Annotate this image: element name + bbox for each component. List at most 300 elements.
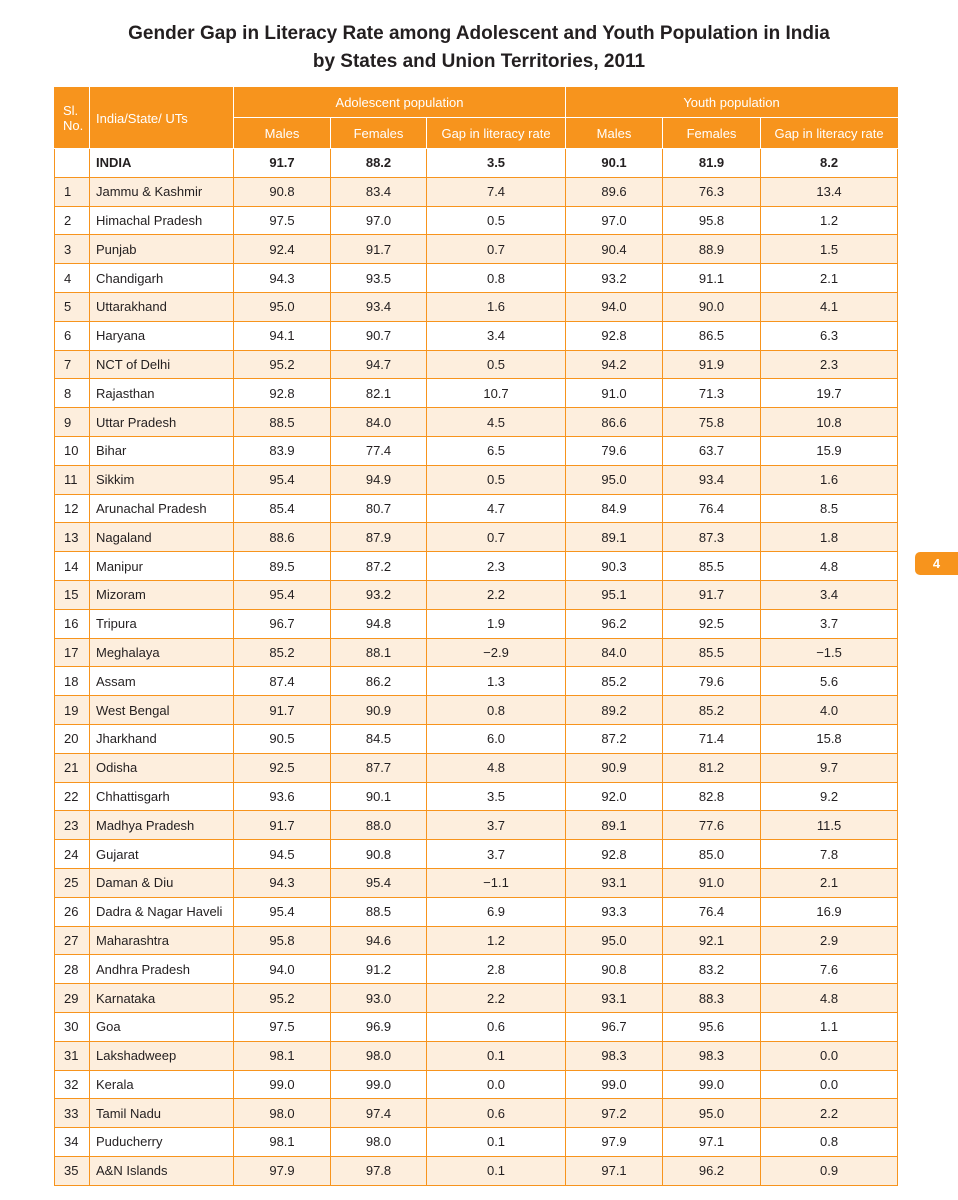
cell-youth-gap: −1.5 — [761, 638, 898, 667]
cell-name: Daman & Diu — [90, 868, 234, 897]
cell-adolescent-females: 88.2 — [331, 149, 427, 178]
cell-youth-gap: 0.0 — [761, 1041, 898, 1070]
cell-sl: 26 — [55, 897, 90, 926]
cell-adolescent-females: 77.4 — [331, 436, 427, 465]
cell-adolescent-females: 91.2 — [331, 955, 427, 984]
table-row — [55, 321, 898, 350]
cell-adolescent-females: 98.0 — [331, 1041, 427, 1070]
cell-adolescent-gap: 0.5 — [427, 350, 566, 379]
cell-youth-males: 86.6 — [566, 408, 663, 437]
header-adolescent-group: Adolescent population — [234, 88, 566, 118]
cell-sl: 8 — [55, 379, 90, 408]
table-row — [55, 1070, 898, 1099]
cell-adolescent-females: 87.2 — [331, 552, 427, 581]
cell-youth-gap: 8.2 — [761, 149, 898, 178]
cell-adolescent-males: 94.3 — [234, 868, 331, 897]
cell-sl: 4 — [55, 264, 90, 293]
cell-adolescent-males: 91.7 — [234, 696, 331, 725]
cell-youth-females: 83.2 — [663, 955, 761, 984]
cell-adolescent-gap: 1.3 — [427, 667, 566, 696]
cell-name: Karnataka — [90, 984, 234, 1013]
cell-adolescent-males: 90.8 — [234, 177, 331, 206]
cell-youth-males: 93.2 — [566, 264, 663, 293]
cell-adolescent-females: 90.1 — [331, 782, 427, 811]
page-title — [0, 20, 958, 76]
header-adolescent-females: Females — [331, 118, 427, 149]
cell-sl: 34 — [55, 1128, 90, 1157]
cell-adolescent-gap: 0.5 — [427, 206, 566, 235]
cell-youth-females: 99.0 — [663, 1070, 761, 1099]
cell-adolescent-males: 98.1 — [234, 1041, 331, 1070]
cell-youth-females: 91.7 — [663, 580, 761, 609]
cell-youth-gap: 4.0 — [761, 696, 898, 725]
cell-name: Manipur — [90, 552, 234, 581]
cell-youth-females: 95.0 — [663, 1099, 761, 1128]
cell-youth-gap: 1.8 — [761, 523, 898, 552]
cell-adolescent-females: 94.7 — [331, 350, 427, 379]
table-row — [55, 206, 898, 235]
cell-sl: 18 — [55, 667, 90, 696]
table-row — [55, 955, 898, 984]
cell-adolescent-males: 95.4 — [234, 465, 331, 494]
cell-name: Sikkim — [90, 465, 234, 494]
cell-youth-males: 79.6 — [566, 436, 663, 465]
cell-youth-gap: 2.9 — [761, 926, 898, 955]
cell-adolescent-gap: 0.1 — [427, 1156, 566, 1185]
cell-sl: 20 — [55, 724, 90, 753]
cell-youth-females: 79.6 — [663, 667, 761, 696]
cell-youth-males: 95.1 — [566, 580, 663, 609]
cell-youth-males: 93.3 — [566, 897, 663, 926]
table-row — [55, 724, 898, 753]
cell-adolescent-males: 90.5 — [234, 724, 331, 753]
cell-adolescent-males: 95.4 — [234, 580, 331, 609]
table-row — [55, 494, 898, 523]
cell-youth-females: 71.3 — [663, 379, 761, 408]
cell-adolescent-males: 93.6 — [234, 782, 331, 811]
cell-adolescent-females: 84.0 — [331, 408, 427, 437]
cell-adolescent-females: 90.8 — [331, 840, 427, 869]
header-adolescent-gap: Gap in literacy rate — [427, 118, 566, 149]
cell-youth-males: 89.1 — [566, 811, 663, 840]
table-row — [55, 897, 898, 926]
cell-youth-gap: 2.1 — [761, 264, 898, 293]
title-line-2: by States and Union Territories, 2011 — [312, 51, 646, 72]
cell-adolescent-females: 94.9 — [331, 465, 427, 494]
cell-adolescent-gap: 0.6 — [427, 1012, 566, 1041]
cell-sl: 2 — [55, 206, 90, 235]
cell-youth-females: 82.8 — [663, 782, 761, 811]
cell-youth-females: 77.6 — [663, 811, 761, 840]
cell-sl: 3 — [55, 235, 90, 264]
cell-youth-females: 97.1 — [663, 1128, 761, 1157]
cell-name: NCT of Delhi — [90, 350, 234, 379]
cell-adolescent-gap: 1.9 — [427, 609, 566, 638]
cell-youth-gap: 1.5 — [761, 235, 898, 264]
cell-sl: 11 — [55, 465, 90, 494]
cell-name: Jharkhand — [90, 724, 234, 753]
table-row — [55, 753, 898, 782]
cell-name: Puducherry — [90, 1128, 234, 1157]
header-sl-no: Sl. No. — [55, 88, 90, 149]
cell-youth-females: 86.5 — [663, 321, 761, 350]
cell-youth-gap: 15.9 — [761, 436, 898, 465]
cell-adolescent-females: 93.4 — [331, 292, 427, 321]
cell-youth-gap: 3.7 — [761, 609, 898, 638]
header-state: India/State/ UTs — [90, 88, 234, 149]
cell-adolescent-gap: 3.7 — [427, 840, 566, 869]
cell-youth-males: 90.1 — [566, 149, 663, 178]
cell-youth-females: 92.5 — [663, 609, 761, 638]
cell-youth-females: 90.0 — [663, 292, 761, 321]
cell-youth-gap: 13.4 — [761, 177, 898, 206]
cell-sl: 35 — [55, 1156, 90, 1185]
cell-adolescent-gap: 2.2 — [427, 580, 566, 609]
cell-adolescent-females: 87.7 — [331, 753, 427, 782]
cell-adolescent-gap: 3.5 — [427, 149, 566, 178]
cell-adolescent-gap: 0.7 — [427, 523, 566, 552]
table-row-india — [55, 149, 898, 178]
cell-youth-females: 95.8 — [663, 206, 761, 235]
cell-adolescent-gap: −2.9 — [427, 638, 566, 667]
cell-adolescent-females: 90.9 — [331, 696, 427, 725]
table-row — [55, 1128, 898, 1157]
cell-name: Jammu & Kashmir — [90, 177, 234, 206]
cell-sl: 28 — [55, 955, 90, 984]
cell-youth-females: 76.3 — [663, 177, 761, 206]
cell-adolescent-males: 95.4 — [234, 897, 331, 926]
cell-sl: 12 — [55, 494, 90, 523]
cell-name: Lakshadweep — [90, 1041, 234, 1070]
cell-sl: 17 — [55, 638, 90, 667]
table-row — [55, 436, 898, 465]
cell-youth-females: 75.8 — [663, 408, 761, 437]
cell-sl: 14 — [55, 552, 90, 581]
cell-adolescent-gap: 1.6 — [427, 292, 566, 321]
cell-adolescent-males: 97.5 — [234, 206, 331, 235]
cell-adolescent-females: 97.8 — [331, 1156, 427, 1185]
cell-youth-gap: 0.8 — [761, 1128, 898, 1157]
cell-youth-gap: 5.6 — [761, 667, 898, 696]
cell-name: Odisha — [90, 753, 234, 782]
cell-youth-females: 88.9 — [663, 235, 761, 264]
cell-adolescent-males: 97.5 — [234, 1012, 331, 1041]
cell-adolescent-males: 88.6 — [234, 523, 331, 552]
cell-adolescent-males: 94.5 — [234, 840, 331, 869]
cell-adolescent-males: 95.8 — [234, 926, 331, 955]
cell-adolescent-gap: 10.7 — [427, 379, 566, 408]
cell-youth-males: 94.2 — [566, 350, 663, 379]
cell-youth-males: 89.6 — [566, 177, 663, 206]
cell-adolescent-females: 88.5 — [331, 897, 427, 926]
cell-adolescent-gap: 0.1 — [427, 1041, 566, 1070]
table-row — [55, 984, 898, 1013]
cell-youth-males: 90.8 — [566, 955, 663, 984]
cell-adolescent-gap: 0.6 — [427, 1099, 566, 1128]
cell-youth-males: 89.2 — [566, 696, 663, 725]
cell-youth-males: 87.2 — [566, 724, 663, 753]
cell-sl: 9 — [55, 408, 90, 437]
cell-name: Nagaland — [90, 523, 234, 552]
cell-youth-gap: 4.8 — [761, 984, 898, 1013]
cell-youth-females: 96.2 — [663, 1156, 761, 1185]
cell-adolescent-gap: 0.1 — [427, 1128, 566, 1157]
cell-adolescent-females: 99.0 — [331, 1070, 427, 1099]
cell-name: Punjab — [90, 235, 234, 264]
cell-youth-males: 97.2 — [566, 1099, 663, 1128]
cell-youth-females: 95.6 — [663, 1012, 761, 1041]
table-row — [55, 1099, 898, 1128]
table-row — [55, 465, 898, 494]
header-youth-gap: Gap in literacy rate — [761, 118, 898, 149]
cell-youth-gap: 2.2 — [761, 1099, 898, 1128]
cell-sl: 33 — [55, 1099, 90, 1128]
cell-adolescent-females: 96.9 — [331, 1012, 427, 1041]
cell-adolescent-males: 92.5 — [234, 753, 331, 782]
cell-adolescent-males: 98.1 — [234, 1128, 331, 1157]
cell-youth-females: 85.5 — [663, 552, 761, 581]
cell-adolescent-males: 83.9 — [234, 436, 331, 465]
cell-name: Madhya Pradesh — [90, 811, 234, 840]
cell-sl: 15 — [55, 580, 90, 609]
cell-name: Haryana — [90, 321, 234, 350]
cell-sl: 19 — [55, 696, 90, 725]
cell-adolescent-males: 91.7 — [234, 149, 331, 178]
cell-youth-females: 88.3 — [663, 984, 761, 1013]
cell-adolescent-males: 94.0 — [234, 955, 331, 984]
cell-youth-males: 84.9 — [566, 494, 663, 523]
cell-adolescent-males: 95.2 — [234, 350, 331, 379]
cell-adolescent-males: 91.7 — [234, 811, 331, 840]
cell-youth-gap: 3.4 — [761, 580, 898, 609]
cell-youth-females: 91.9 — [663, 350, 761, 379]
cell-adolescent-males: 88.5 — [234, 408, 331, 437]
cell-adolescent-females: 91.7 — [331, 235, 427, 264]
cell-sl — [55, 149, 90, 178]
cell-adolescent-males: 85.2 — [234, 638, 331, 667]
cell-youth-females: 93.4 — [663, 465, 761, 494]
cell-name: Bihar — [90, 436, 234, 465]
table-header — [55, 88, 898, 149]
cell-youth-gap: 15.8 — [761, 724, 898, 753]
cell-adolescent-females: 93.0 — [331, 984, 427, 1013]
cell-sl: 16 — [55, 609, 90, 638]
cell-youth-females: 91.0 — [663, 868, 761, 897]
cell-youth-males: 95.0 — [566, 465, 663, 494]
cell-youth-gap: 11.5 — [761, 811, 898, 840]
cell-adolescent-males: 95.0 — [234, 292, 331, 321]
cell-adolescent-gap: 2.8 — [427, 955, 566, 984]
cell-youth-gap: 6.3 — [761, 321, 898, 350]
cell-adolescent-gap: 7.4 — [427, 177, 566, 206]
cell-adolescent-gap: 3.7 — [427, 811, 566, 840]
cell-youth-males: 90.3 — [566, 552, 663, 581]
cell-sl: 1 — [55, 177, 90, 206]
cell-adolescent-gap: −1.1 — [427, 868, 566, 897]
cell-adolescent-gap: 6.9 — [427, 897, 566, 926]
cell-youth-gap: 1.6 — [761, 465, 898, 494]
cell-youth-males: 93.1 — [566, 984, 663, 1013]
table-row — [55, 609, 898, 638]
cell-youth-males: 92.0 — [566, 782, 663, 811]
table-row — [55, 926, 898, 955]
cell-youth-females: 76.4 — [663, 494, 761, 523]
cell-youth-gap: 10.8 — [761, 408, 898, 437]
header-youth-group: Youth population — [566, 88, 898, 118]
cell-name: West Bengal — [90, 696, 234, 725]
cell-adolescent-gap: 1.2 — [427, 926, 566, 955]
cell-adolescent-gap: 4.5 — [427, 408, 566, 437]
cell-youth-males: 96.7 — [566, 1012, 663, 1041]
title-line-1: Gender Gap in Literacy Rate among Adolescent and Youth Population in India — [128, 23, 830, 44]
cell-adolescent-gap: 0.8 — [427, 264, 566, 293]
page-number-tab: 4 — [915, 552, 958, 575]
cell-adolescent-males: 95.2 — [234, 984, 331, 1013]
cell-adolescent-males: 85.4 — [234, 494, 331, 523]
cell-sl: 6 — [55, 321, 90, 350]
table-row — [55, 379, 898, 408]
cell-adolescent-males: 96.7 — [234, 609, 331, 638]
cell-name: Uttar Pradesh — [90, 408, 234, 437]
cell-name: Maharashtra — [90, 926, 234, 955]
table-row — [55, 580, 898, 609]
table-row — [55, 1012, 898, 1041]
cell-youth-gap: 1.1 — [761, 1012, 898, 1041]
cell-sl: 30 — [55, 1012, 90, 1041]
cell-youth-males: 92.8 — [566, 321, 663, 350]
table-row — [55, 696, 898, 725]
cell-sl: 22 — [55, 782, 90, 811]
table-row — [55, 552, 898, 581]
cell-adolescent-females: 88.1 — [331, 638, 427, 667]
cell-adolescent-males: 87.4 — [234, 667, 331, 696]
cell-youth-gap: 2.1 — [761, 868, 898, 897]
cell-adolescent-gap: 4.8 — [427, 753, 566, 782]
cell-name: Assam — [90, 667, 234, 696]
cell-youth-gap: 0.0 — [761, 1070, 898, 1099]
cell-adolescent-gap: 0.7 — [427, 235, 566, 264]
cell-youth-gap: 7.6 — [761, 955, 898, 984]
cell-youth-males: 94.0 — [566, 292, 663, 321]
cell-adolescent-females: 84.5 — [331, 724, 427, 753]
cell-youth-males: 96.2 — [566, 609, 663, 638]
cell-name: Chandigarh — [90, 264, 234, 293]
cell-youth-gap: 7.8 — [761, 840, 898, 869]
cell-adolescent-females: 88.0 — [331, 811, 427, 840]
literacy-gap-table — [54, 87, 898, 1186]
table-row — [55, 811, 898, 840]
cell-adolescent-females: 82.1 — [331, 379, 427, 408]
cell-adolescent-males: 97.9 — [234, 1156, 331, 1185]
cell-youth-gap: 1.2 — [761, 206, 898, 235]
cell-youth-females: 87.3 — [663, 523, 761, 552]
cell-youth-gap: 9.2 — [761, 782, 898, 811]
cell-sl: 10 — [55, 436, 90, 465]
table-row — [55, 177, 898, 206]
table-row — [55, 350, 898, 379]
cell-youth-females: 91.1 — [663, 264, 761, 293]
cell-name: Tripura — [90, 609, 234, 638]
cell-adolescent-females: 90.7 — [331, 321, 427, 350]
cell-name: Gujarat — [90, 840, 234, 869]
cell-youth-males: 91.0 — [566, 379, 663, 408]
cell-adolescent-males: 99.0 — [234, 1070, 331, 1099]
cell-youth-gap: 16.9 — [761, 897, 898, 926]
cell-youth-males: 97.1 — [566, 1156, 663, 1185]
cell-sl: 21 — [55, 753, 90, 782]
cell-youth-females: 98.3 — [663, 1041, 761, 1070]
cell-youth-females: 92.1 — [663, 926, 761, 955]
cell-adolescent-females: 93.5 — [331, 264, 427, 293]
cell-youth-females: 63.7 — [663, 436, 761, 465]
cell-sl: 25 — [55, 868, 90, 897]
cell-adolescent-males: 92.8 — [234, 379, 331, 408]
cell-adolescent-gap: 6.5 — [427, 436, 566, 465]
cell-youth-males: 84.0 — [566, 638, 663, 667]
cell-adolescent-females: 87.9 — [331, 523, 427, 552]
cell-name: Dadra & Nagar Haveli — [90, 897, 234, 926]
cell-name: Chhattisgarh — [90, 782, 234, 811]
cell-youth-males: 92.8 — [566, 840, 663, 869]
cell-youth-females: 81.9 — [663, 149, 761, 178]
cell-sl: 23 — [55, 811, 90, 840]
cell-name: Meghalaya — [90, 638, 234, 667]
cell-adolescent-gap: 6.0 — [427, 724, 566, 753]
cell-name: Uttarakhand — [90, 292, 234, 321]
cell-youth-males: 97.9 — [566, 1128, 663, 1157]
cell-adolescent-females: 83.4 — [331, 177, 427, 206]
table-row — [55, 1156, 898, 1185]
cell-name: Rajasthan — [90, 379, 234, 408]
header-youth-females: Females — [663, 118, 761, 149]
cell-adolescent-females: 80.7 — [331, 494, 427, 523]
cell-adolescent-males: 94.3 — [234, 264, 331, 293]
cell-youth-gap: 8.5 — [761, 494, 898, 523]
cell-adolescent-females: 94.6 — [331, 926, 427, 955]
cell-youth-gap: 4.1 — [761, 292, 898, 321]
cell-youth-males: 85.2 — [566, 667, 663, 696]
cell-adolescent-males: 98.0 — [234, 1099, 331, 1128]
cell-youth-males: 95.0 — [566, 926, 663, 955]
cell-youth-females: 85.5 — [663, 638, 761, 667]
table-row — [55, 235, 898, 264]
cell-sl: 13 — [55, 523, 90, 552]
cell-youth-females: 85.2 — [663, 696, 761, 725]
cell-youth-males: 97.0 — [566, 206, 663, 235]
cell-adolescent-females: 94.8 — [331, 609, 427, 638]
cell-adolescent-gap: 0.8 — [427, 696, 566, 725]
cell-adolescent-females: 97.0 — [331, 206, 427, 235]
header-youth-males: Males — [566, 118, 663, 149]
cell-sl: 7 — [55, 350, 90, 379]
cell-name: INDIA — [90, 149, 234, 178]
cell-sl: 29 — [55, 984, 90, 1013]
cell-youth-gap: 0.9 — [761, 1156, 898, 1185]
cell-sl: 27 — [55, 926, 90, 955]
cell-adolescent-gap: 3.4 — [427, 321, 566, 350]
cell-adolescent-gap: 0.5 — [427, 465, 566, 494]
cell-adolescent-gap: 3.5 — [427, 782, 566, 811]
table-row — [55, 868, 898, 897]
cell-youth-gap: 19.7 — [761, 379, 898, 408]
table-row — [55, 667, 898, 696]
table-row — [55, 782, 898, 811]
cell-adolescent-females: 86.2 — [331, 667, 427, 696]
cell-adolescent-gap: 0.0 — [427, 1070, 566, 1099]
cell-adolescent-females: 93.2 — [331, 580, 427, 609]
table-row — [55, 523, 898, 552]
cell-adolescent-gap: 4.7 — [427, 494, 566, 523]
